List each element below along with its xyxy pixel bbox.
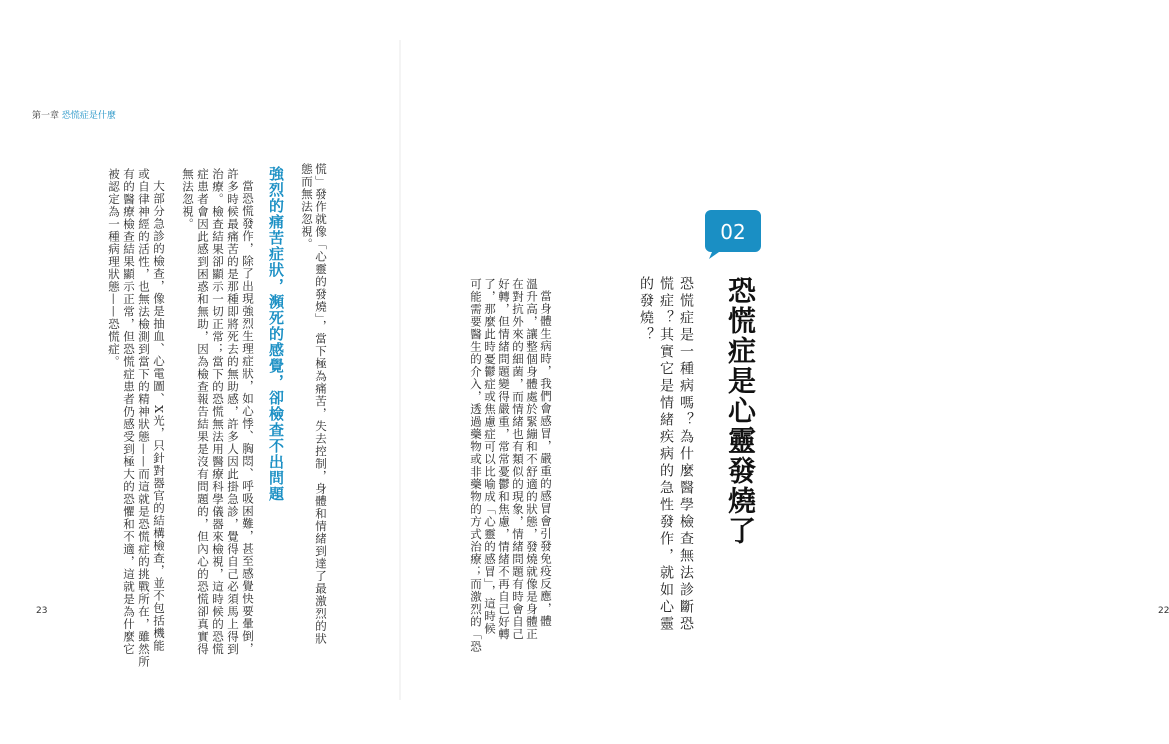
section-number: 02	[720, 220, 746, 244]
right-para1-line4: 好轉，但情緒問題變得嚴重，常常憂鬱和焦慮，情緒不再自己好轉	[497, 278, 511, 641]
left-para3-line4: 被認定為一種病理狀態——恐慌症。	[107, 168, 121, 368]
page-number-right: 22	[1158, 606, 1169, 616]
left-para2-line5: 無法忽視。	[181, 168, 195, 231]
running-head-chapter: 第一章	[32, 111, 60, 121]
left-para3-line1: 大部分急診的檢查，像是抽血、心電圖、X光，只針對器官的結構檢查，並不包括機能	[152, 180, 166, 652]
left-para2-line1: 當恐慌發作，除了出現強烈生理症狀，如心悸、胸悶、呼吸困難，甚至感覺快要暈倒，	[241, 180, 255, 655]
section-subhead: 強烈的痛苦症狀，瀕死的感覺，卻檢查不出問題	[267, 166, 285, 502]
section-number-badge	[703, 208, 763, 260]
chapter-subtitle-line3: 的發燒？	[638, 276, 654, 344]
running-head	[32, 108, 116, 121]
running-head-chapter-title: 恐慌症是什麼	[61, 111, 116, 121]
left-para2-line2: 許多時候最痛苦的是那種即將死去的無助感，許多人因此掛急診，覺得自己必須馬上得到	[226, 168, 240, 656]
left-para2-line3: 治療。檢查結果卻顯示一切正常；當下的恐慌無法用醫療科學儀器來檢視，這時候的恐慌	[211, 168, 225, 656]
chapter-title: 恐慌症是心靈發燒了	[724, 276, 757, 546]
left-para1-line2: 態而無法忽視。	[300, 163, 314, 251]
right-para1-line6: 可能需要醫生的介入，透過藥物或非藥物的方式治療；而激烈的「恐	[469, 278, 483, 653]
page-number-left: 23	[36, 606, 48, 616]
left-para1-line1: 慌」發作就像「心靈的發燒」，當下極為痛苦，失去控制，身體和情緒到達了最激烈的狀	[314, 163, 328, 645]
left-para3-line3: 有的醫療檢查結果顯示正常，但恐慌症患者仍感受到極大的恐懼和不適，這就是為什麼它	[122, 168, 136, 656]
left-page	[0, 0, 400, 744]
left-para2-line4: 症患者會因此感到困惑和無助，因為檢查報告結果是沒有問題的，但內心的恐慌卻真實得	[196, 168, 210, 656]
left-para3-line2: 或自律神經的活性，也無法檢測到當下的精神狀態——而這就是恐慌症的挑戰所在，雖然所	[137, 168, 151, 668]
right-para1-line3: 在對抗外來的細菌，而情緒也有類似的現象，情緒問題有時會自己	[511, 278, 525, 641]
right-page	[400, 0, 1169, 744]
chapter-subtitle-line1: 恐慌症是一種病嗎？為什麼醫學檢查無法診斷恐	[678, 276, 694, 633]
right-para1-line5: 了，那麼此時憂鬱症或焦慮症可以比喻成「心靈的感冒」，這時候	[483, 278, 497, 635]
right-para1-line2: 溫升高，讓整個身體處於緊繃和不舒適的狀態，發燒就像是身體正	[525, 278, 539, 641]
chapter-subtitle-line2: 慌症？其實它是情緒疾病的急性發作，就如心靈	[658, 276, 674, 633]
right-para1-line1: 當身體生病時，我們會感冒，嚴重的感冒會引發免疫反應，體	[539, 290, 553, 628]
